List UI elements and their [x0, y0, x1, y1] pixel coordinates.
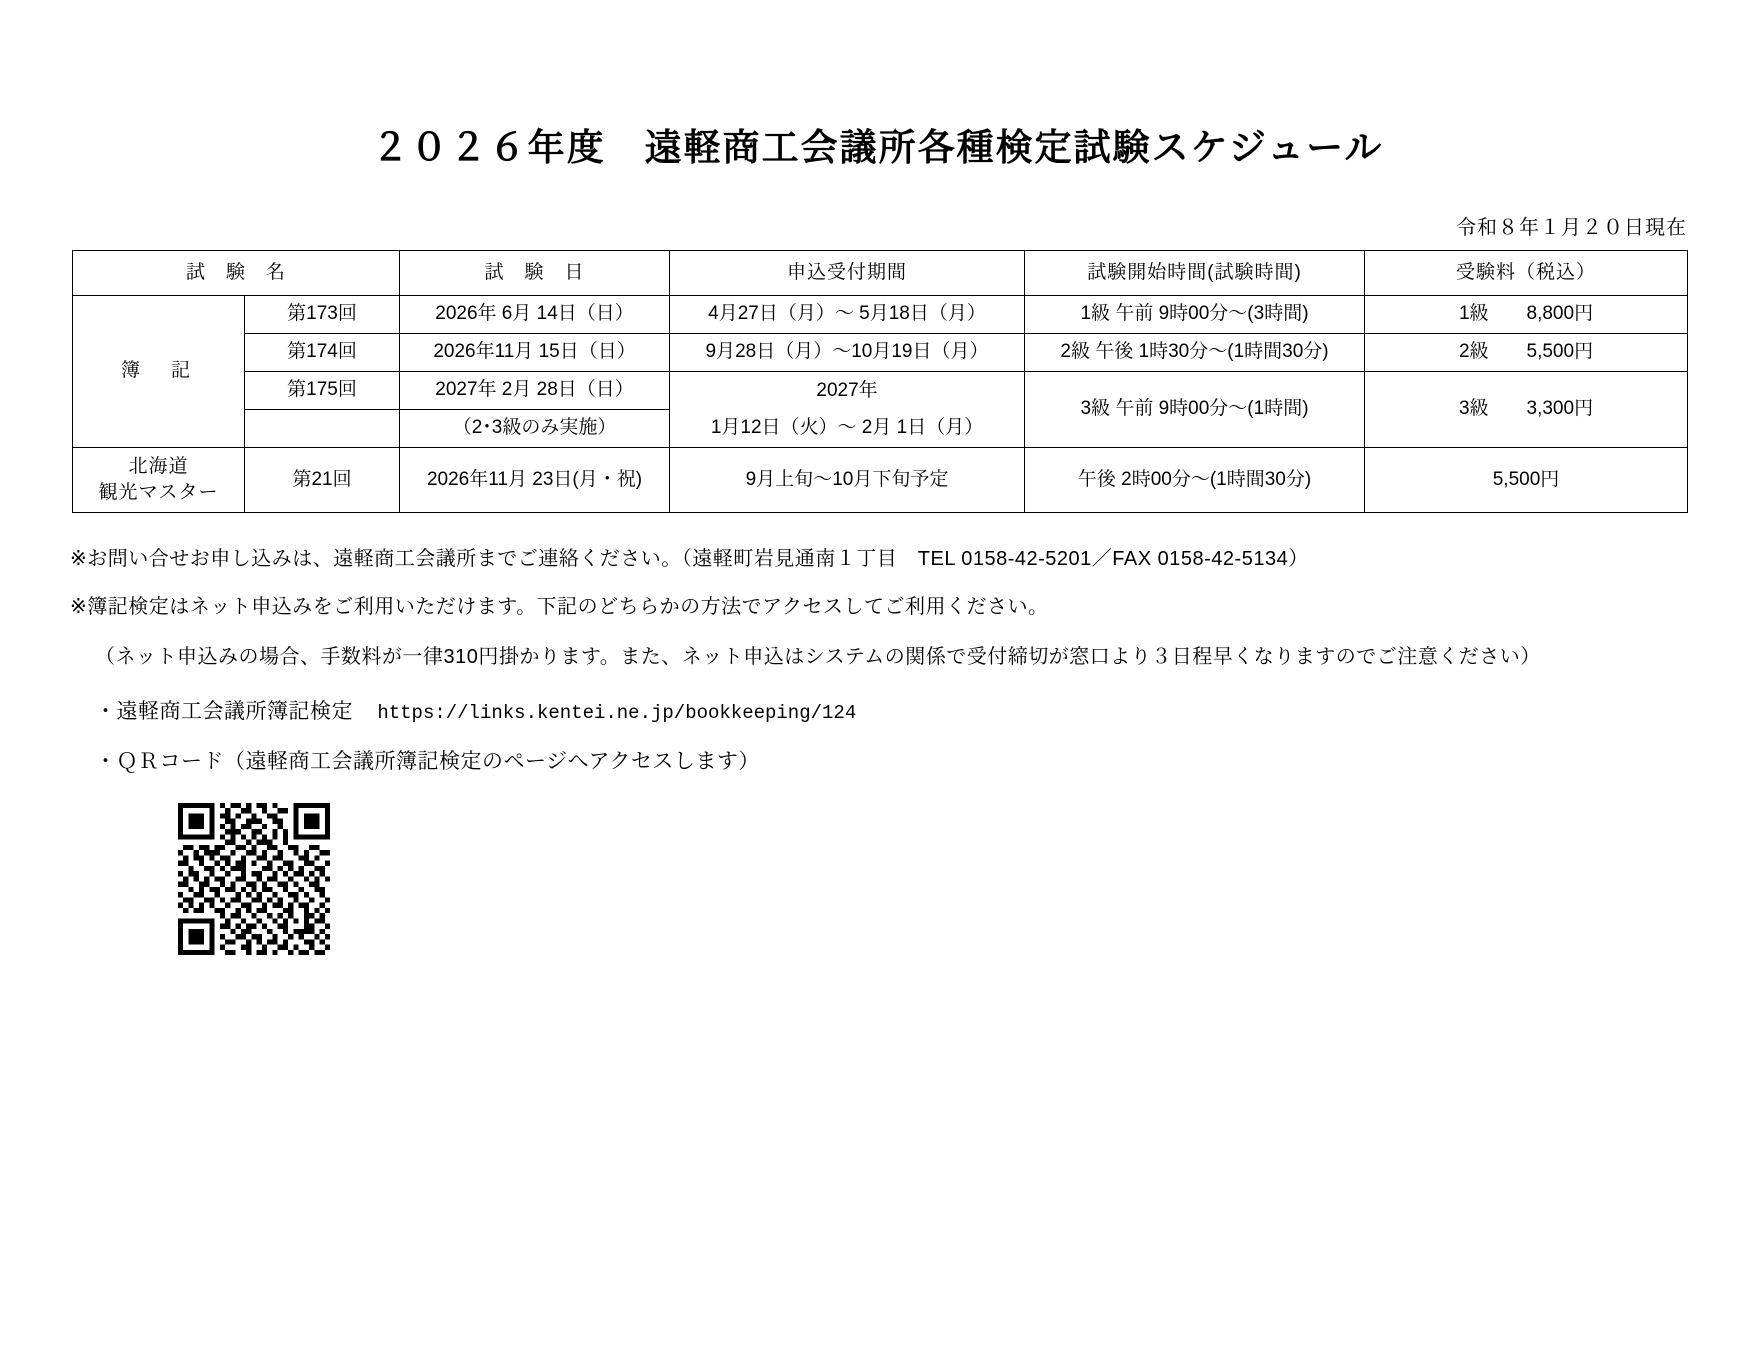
tourism-time: 午後 2時00分～(1時間30分) [1025, 447, 1365, 512]
bookkeeping-fee-grade2: 2級 5,500円 [1365, 333, 1688, 371]
bookkeeping-date-175-note: （2･3級のみ実施） [400, 409, 670, 447]
bookkeeping-link-url[interactable]: https://links.kentei.ne.jp/bookkeeping/124 [377, 701, 857, 724]
table-row [73, 295, 1688, 333]
bookkeeping-date-173: 2026年 6月 14日（日） [400, 295, 670, 333]
exam-name-tourism [73, 447, 245, 512]
bookkeeping-session-175: 第175回 [245, 371, 400, 409]
table-header-row [73, 250, 1688, 295]
bookkeeping-session-174: 第174回 [245, 333, 400, 371]
bookkeeping-session-173: 第173回 [245, 295, 400, 333]
document-page [0, 128, 1755, 1369]
bookkeeping-time-grade2: 2級 午後 1時30分～(1時間30分) [1025, 333, 1365, 371]
bookkeeping-time-grade3: 3級 午前 9時00分～(1時間) [1025, 371, 1365, 447]
tourism-fee: 5,500円 [1365, 447, 1688, 512]
tourism-period: 9月上旬～10月下旬予定 [670, 447, 1025, 512]
exam-name-tourism-line1: 北海道 [128, 456, 189, 478]
exam-schedule-table [72, 250, 1688, 513]
note-online-application: ※簿記検定はネット申込みをご利用いただけます。下記のどちらかの方法でアクセスしてご利用ください。 [70, 595, 1049, 618]
tourism-session: 第21回 [245, 447, 400, 512]
link-label: ・遠軽商工会議所簿記検定 [95, 699, 353, 723]
table-row [73, 333, 1688, 371]
bookkeeping-period-174: 9月28日（月）～10月19日（月） [670, 333, 1025, 371]
page-title: ２０２６年度 遠軽商工会議所各種検定試験スケジュール [371, 127, 1384, 168]
table-row [73, 371, 1688, 409]
exam-name-bookkeeping: 簿 記 [73, 295, 245, 447]
tourism-date: 2026年11月 23日(月・祝) [400, 447, 670, 512]
header-exam-date: 試 験 日 [400, 250, 670, 295]
bookkeeping-date-175: 2027年 2月 28日（日） [400, 371, 670, 409]
bookkeeping-period-175-line2: 1月12日（火）～ 2月 1日（月） [670, 409, 1025, 447]
note-online-fee: （ネット申込みの場合、手数料が一律310円掛かります。また、ネット申込はシステムの関係で受付締切が窓口より３日程早くなりますのでご注意ください） [95, 645, 1541, 668]
link-row [95, 695, 1755, 725]
bookkeeping-session-175-blank [245, 409, 400, 447]
exam-name-tourism-line2: 観光マスター [98, 481, 219, 503]
bookkeeping-time-grade1: 1級 午前 9時00分～(3時間) [1025, 295, 1365, 333]
header-exam-name: 試 験 名 [73, 250, 400, 295]
bookkeeping-fee-grade3: 3級 3,300円 [1365, 371, 1688, 447]
header-application-period: 申込受付期間 [670, 250, 1025, 295]
bookkeeping-period-173: 4月27日（月）～ 5月18日（月） [670, 295, 1025, 333]
qr-label: ・ＱＲコード（遠軽商工会議所簿記検定のページへアクセスします） [95, 749, 760, 773]
table-row [73, 447, 1688, 512]
header-start-time: 試験開始時間(試験時間) [1025, 250, 1365, 295]
qr-code-icon [178, 803, 330, 955]
header-fee: 受験料（税込） [1365, 250, 1688, 295]
note-contact: ※お問い合せお申し込みは、遠軽商工会議所までご連絡ください。（遠軽町岩見通南１丁目 TEL 0158-42-5201／FAX 0158-42-5134） [70, 547, 1309, 570]
as-of-date: 令和８年１月２０日現在 [1456, 216, 1687, 239]
bookkeeping-date-174: 2026年11月 15日（日） [400, 333, 670, 371]
bookkeeping-fee-grade1: 1級 8,800円 [1365, 295, 1688, 333]
qr-code[interactable] [178, 803, 1755, 955]
bookkeeping-period-175-line1: 2027年 [670, 371, 1025, 409]
